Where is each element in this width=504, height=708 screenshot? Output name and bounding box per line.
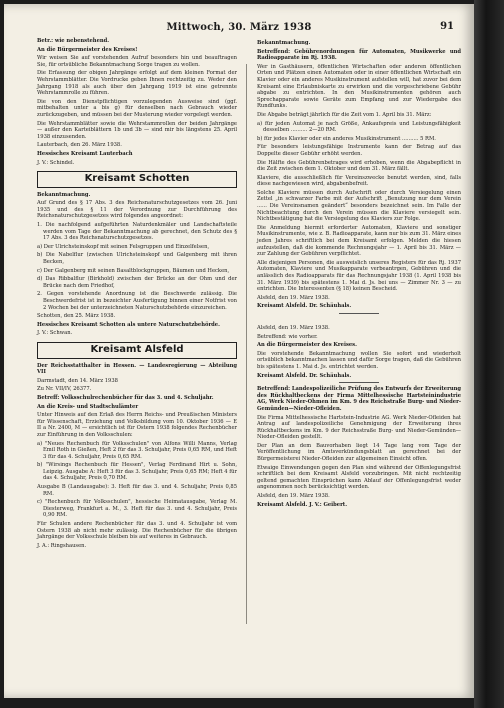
schotten-list-item: d) Das Ribbalflur (Birkhold) zwischen der Brücke an der Ohm und der Brücke nach dem Friedhof, <box>37 276 237 289</box>
right-subject: Betreffend: Gebührenordnungen für Automaten, Musikwerke und Radioapparate im Rj. 1938. <box>257 48 461 62</box>
alsfeld-place: Darmstadt, den 14. März 1938 <box>37 377 118 384</box>
right-heading: Bekanntmachung. <box>257 40 311 46</box>
alsfeld-list-item: c) "Rechenbuch für Volksschulen", hessische Heimatausgabe, Verlag M. Diesterweg, Frankfurt a. M., 3. Heft für das 3. und 4. Schuljahr, Preis 0,90 RM. <box>37 499 237 519</box>
schotten-paragraph: 2. Gegen vorstehende Anordnung ist die Beschwerde zulässig. Die Beschwerdefrist ist in bezeichter Ausfertigung binnen einer Notfrist von 2 Wochen bei der unterzeichneten Naturschutzbehörde einzureichen. <box>37 291 237 311</box>
intro-betreff: Betr.: wie nebenstehend. <box>37 38 110 44</box>
right-signature-2: Kreisamt Alsfeld. Dr. Schäuhals. <box>257 372 352 379</box>
schotten-signature-office: Hessisches Kreisamt Schotten als untere Naturschutzbehörde. <box>37 321 220 328</box>
page-number-top: 91 <box>440 21 454 32</box>
right-paragraph-2: Die vorstehende Bekanntmachung wollen Sie sofort und wiederholt ortsüblich bekanntmachen lassen und dafür Sorge tragen, daß die Gebühren bis spätestens 1. Mai d. Js. entrichtet werden. <box>257 350 461 370</box>
left-column <box>37 38 237 550</box>
right-paragraph-3: Der Plan an dem Bauvorhaben liegt 14 Tage lang vom Tage der Veröffentlichung im Amtsverkündungsblatt an gerechnet bei der Bürgermeisterei Nieder-Ofleiden zur allgemeinen Einsicht offen. <box>257 442 461 463</box>
intro-signature-office: Hessisches Kreisamt Lauterbach <box>37 150 133 157</box>
schotten-list-item: c) Der Galgenberg mit seinen Basaltblockgruppen, Bäumen und Hecken, <box>37 267 230 274</box>
page-header-date: Mittwoch, 30. März 1938 <box>166 22 312 33</box>
right-paragraph-3: Etwaige Einwendungen gegen den Plan sind während der Offenlegungsfrist schriftlich bei dem Kreisamt Alsfeld vorzubringen. Mit nicht rechtzeitig geltend gemachten Einsprüchen kann Ablauf der Offenlegungsfrist weder angenommen noch berücksichtigt werden. <box>257 464 461 491</box>
right-fee-item: a) für jeden Automat je nach Größe, Ankaufspreis und Leistungsfähigkeit desselben .......... 2—20 RM. <box>257 120 461 134</box>
schotten-list-item: b) Die Nabelflur (zwischen Ulrichsteinskopf und Galgenberg mit ihren Becken, <box>37 252 237 266</box>
right-column <box>257 38 461 509</box>
book-edge <box>474 0 504 708</box>
right-paragraph: Die Abgabe beträgt jährlich für die Zeit vom 1. April bis 31. März: <box>257 111 432 118</box>
separator-rule <box>339 313 379 314</box>
right-paragraph: Klaviere, die ausschließlich für Vereinszwecke benutzt werden, sind, falls diese nachgewiesen wird, abgabenbefreit. <box>257 174 461 188</box>
spacer <box>257 317 461 325</box>
section-box-alsfeld: Kreisamt Alsfeld <box>37 342 237 359</box>
separator-rule <box>339 382 379 383</box>
section-box-schotten: Kreisamt Schotten <box>37 171 237 188</box>
right-paragraph: Die Hälfte des Gebührenbetrages wird erhoben, wenn die Abgabepflicht in die Zeit zwischen dem 1. Oktober und dem 31. März fällt. <box>257 159 461 173</box>
alsfeld-address: An die Kreis- und Stadtschulämter <box>37 403 139 410</box>
alsfeld-list-item: Ausgabe B (Landausgabe): 3. Heft für das 3. und 4. Schuljahr, Preis 0,85 RM. <box>37 484 237 497</box>
right-paragraph: Die Anmeldung hiermit erforderter Automaten, Klaviere und sonstiger Musikinstrumente, wie z. B. Radioapparate, kann nur bis zum 31. März eines jeden Jahres schriftlich bei dem Kreisamt erfolgen. Melden die hiesen aufzustellen, daß die kommende Rechnungsjahr — 1. April bis 31. März — zur Zahlung der Gebühren verpflichtet. <box>257 224 461 258</box>
schotten-signature-name: J. V.: Schwan. <box>37 330 73 337</box>
right-paragraph-3: Die Firma Mittelhessische Hartstein-Industrie AG. Werk Nieder-Ofleiden hat Antrag auf landespolizeiliche Genehmigung der Erweiterung ihres Rückhaltbeckens im Km. 9 der Reichsstraße Burg- und Nieder-Gemünden—Nieder-Ofleiden gestellt. <box>257 414 461 441</box>
right-paragraph: Für besonders leistungsfähige Instrumente kann der Betrag auf das Doppelte dieser Gebühr erhöht werden. <box>257 144 461 157</box>
right-dateline: Alsfeld, den 19. März 1938. <box>257 294 330 301</box>
column-divider <box>246 64 247 624</box>
right-betreff-2: Betreffend: wie vorher. <box>257 333 318 340</box>
right-dateline-3: Alsfeld, den 19. März 1938. <box>257 493 330 500</box>
right-signature-3: Kreisamt Alsfeld. J. V.: Geibert. <box>257 501 348 508</box>
alsfeld-paragraph: Für Schulen andere Rechenbücher für das 3. und 4. Schuljahr ist vom Ostern 1938 ab nicht mehr zulässig. Die Rechenbücher für die übrigen Jahrgänge der Volksschule bleiben bis auf weiteres in Gebrauch. <box>37 521 237 541</box>
right-dateline-2: Alsfeld, den 19. März 1938. <box>257 324 330 331</box>
intro-paragraph: Die Erfassung der obigen Jahrgänge erfolgt auf dem kleinen Format der Wehrstammblätter. Die Vordrucke geben Ihnen rechtzeitig zu. Weder den Jahrgang 1918 als auch über den Jahrgang 1919 ist eine getrennte Wehrstammrolle zu führen. <box>37 70 237 97</box>
alsfeld-signature: J. A.: Ringshausen. <box>37 542 87 549</box>
schotten-heading: Bekanntmachung. <box>37 191 91 198</box>
right-address-2: An die Bürgermeister des Kreises. <box>257 342 357 349</box>
newspaper-page <box>4 4 474 698</box>
schotten-paragraph: Auf Grund des § 17 Abs. 3 des Reichsnaturschutzgesetzes vom 26. Juni 1935 und des § 11 der Verordnung zur Durchführung des Reichsnaturschutzgesetzes wird folgendes angeordnet: <box>37 200 237 220</box>
schotten-list-item: a) Der Ulrichsteinskopf mit seinen Felsgruppen und Einzelfelsen, <box>37 243 210 250</box>
right-paragraph: Wer in Gasthäusern, öffentlichen Wirtschaften oder anderen öffentlichen Orten und Plätzen einen Automaten oder in einer öffentlichen Wirtschaft ein Klavier oder ein anderes Musikinstrument aufstellen will, hat zuvor bei dem Kreisamt eine Erlaubniskarte zu erwirken und die vorgeschriebene Gebühr abgabe zu entrichten. In den Musikinstrumenten gehören auch Sprechapparate sowie Geräte zum Empfang und zur Wiedergabe des Rundfunks. <box>257 63 461 110</box>
intro-paragraph: Wir weisen Sie auf vorstehenden Aufruf besonders hin und beauftragen Sie, für ortsübliche Bekanntmachung Sorge tragen zu wollen. <box>37 55 237 68</box>
alsfeld-sender: Der Reichsstatthalter in Hessen. — Landesregierung — Abteilung VII <box>37 362 237 376</box>
right-signature-1: Kreisamt Alsfeld. Dr. Schäuhals. <box>257 303 352 310</box>
intro-dateline: Lauterbach, den 26. März 1938. <box>37 142 122 149</box>
schotten-dateline: Schotten, den 25. März 1938. <box>37 313 116 320</box>
alsfeld-paragraph: Unter Hinweis auf den Erlaß des Herrn Reichs- und Preußischen Ministers für Wissenschaft, Erziehung und Volksbildung vom 10. Oktober 1936 — E II a Nr. 2400, M — ersichtlich ist für Ostern 1938 folgendes Rechenbücher zur Einführung in den Volksschulen: <box>37 412 237 438</box>
alsfeld-list-item: a) "Neues Rechenbuch für Volksschulen" von Alfons Willi Manns, Verlag Emil Roth in Gießen, Heft 2 für das 3. Schuljahr, Preis 0,65 RM, und Heft 3 für das 4. Schuljahr, Preis 0,65 RM. <box>37 440 237 460</box>
right-fee-item: b) für jedes Klavier oder ein anderes Musikinstrument .......... 5 RM. <box>257 135 436 142</box>
right-paragraph: Solche Klaviere müssen durch Aufschrift oder durch Versiegelung einen Zettel „in schwarzer Farbe mit der Aufschrift „Benutzung nur dem Verein ...... Die Vereinsnamen geändert“ besonders bezeichnet sein. Im Falle der Nichtbeachtung durch den Verein müssen die Klaviere versiegelt sein. Nichtbestätigung hat die Versiegelung des Klaviers zur Folge. <box>257 189 461 223</box>
alsfeld-list-item: b) "Wirsings Rechenbuch für Hessen", Verlag Ferdinand Hirt u. Sohn, Leipzig. Ausgabe A: Heft 3 für das 3. Schuljahr, Preis 0,65 RM; Heft 4 für das 4. Schuljahr, Preis 0,70 RM. <box>37 462 237 482</box>
alsfeld-subject: Betreff: Volksschulrechenbücher für das 3. und 4. Schuljahr. <box>37 394 214 401</box>
intro-paragraph: Die von den Dienstpflichtigen vorzulegenden Ausweise sind (ggf. mitbehalten unter a bis g) für denselben nach Gebrauch wieder zurückzugeben, und müssen bei der Musterung wieder vorgelegt werden. <box>37 98 237 118</box>
intro-signature-name: J. V.: Schindel. <box>37 159 75 166</box>
intro-paragraph: Die Wehrstammblätter sowie die Wehrstammrollen der beiden Jahrgänge — außer den Karteiblättern 1b und 3b — sind mir bis längstens 25. April 1938 einzusenden. <box>37 120 237 140</box>
schotten-paragraph: 1. Die nachfolgend aufgeführten Naturdenkmäler und Landschaftsteile werden vom Tage der Bekanntmachung ab gerechnet, den Schutz des § 17 Abs. 3 des Reichsnaturschutzgesetzes. <box>37 222 237 242</box>
intro-address: An die Bürgermeister des Kreises! <box>37 46 138 53</box>
alsfeld-ref: Zu Nr. VII/IV, 26377. <box>37 386 92 393</box>
right-paragraph: Alle diejenigen Personen, die ausweislich unseres Registers für das Rj. 1937 Automaten, Klaviere und Musikapparate verbeantrgen, Gebühren und die anlässlich des Radioapparats für das Rechnungsjahr 1938 (1. April 1938 bis 31. März 1939) bis spätestens 1. Mai d. Js. bei uns — Zimmer Nr. 3 — zu entrichten. Die Interessenten (§ 18) keinen Bescheid. <box>257 259 461 293</box>
right-subject-3: Betreffend: Landespolizeiliche Prüfung des Entwurfs der Erweiterung des Rückhaltbeckens der Firma Mittelhessische Hartsteinindustrie AG, Werk Nieder-Ohmen im Km. 9 des Reichstraße Burg- und Nieder-Gemünden—Nieder-Ofleiden. <box>257 386 461 412</box>
